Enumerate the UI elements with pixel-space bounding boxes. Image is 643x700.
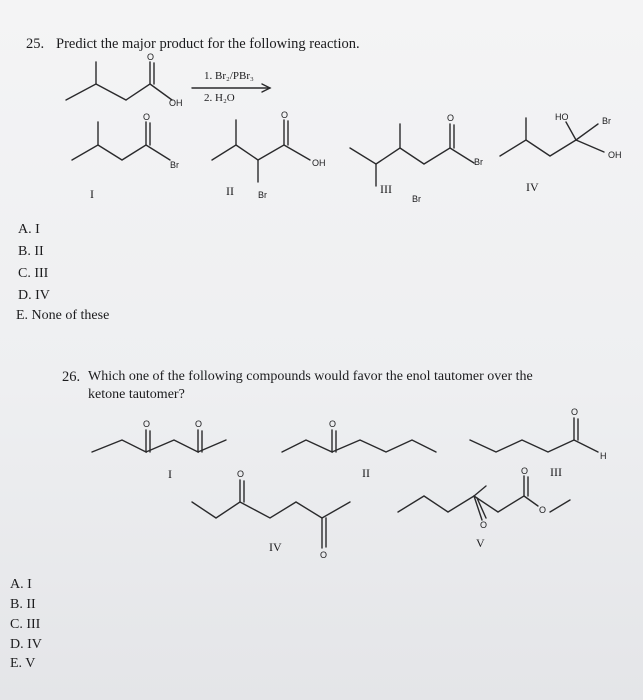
- q25-choice-c: C. III: [18, 266, 49, 281]
- q26-IV-o-a: O: [237, 469, 245, 479]
- q26-choice-d: D. IV: [10, 637, 42, 652]
- q26-III-o: O: [571, 407, 579, 417]
- product-I-br: Br: [170, 160, 179, 170]
- product-II-oh: OH: [312, 158, 326, 168]
- q25-question: Predict the major product for the following reaction.: [56, 36, 360, 52]
- q26-I-o-b: O: [195, 419, 203, 429]
- q25-number: 25.: [26, 36, 45, 52]
- q25-choice-b: B. II: [18, 244, 44, 259]
- q26-choice-b: B. II: [10, 597, 36, 612]
- q26-I-o-a: O: [143, 419, 151, 429]
- product-III-molecule: [350, 124, 474, 186]
- q26-label-IV: IV: [269, 540, 282, 554]
- q26-IV-o-b: O: [320, 550, 328, 560]
- reactant-molecule: [66, 62, 172, 100]
- product-I-molecule: [72, 122, 170, 160]
- q25-choice-d: D. IV: [18, 288, 50, 303]
- q26-question-line2: ketone tautomer?: [88, 387, 185, 402]
- q26-V-o-b: O: [539, 505, 547, 515]
- q26-compound-I: [92, 430, 226, 452]
- q26-V-o-c: O: [480, 520, 488, 530]
- product-III-br-b: Br: [412, 194, 421, 204]
- reactant-oh: OH: [169, 98, 183, 108]
- q26-choice-a: A. I: [10, 577, 32, 592]
- q26-label-I: I: [168, 467, 172, 481]
- q26-label-II: II: [362, 466, 370, 480]
- q25-label-I: I: [90, 187, 94, 201]
- q26-compound-III: [470, 418, 598, 452]
- q26-II-o: O: [329, 419, 337, 429]
- q26-question-line1: Which one of the following compounds would favor the enol tautomer over the: [88, 369, 533, 384]
- reagent-step-2: 2. H₂O: [204, 92, 235, 104]
- product-IV-molecule: [500, 118, 604, 156]
- product-IV-oh: OH: [608, 150, 622, 160]
- product-II-o: O: [281, 110, 289, 120]
- q26-label-V: V: [476, 536, 485, 550]
- q26-choice-e: E. V: [10, 656, 36, 671]
- q25-choice-e: E. None of these: [16, 308, 110, 323]
- q25-label-II: II: [226, 184, 234, 198]
- q26-number: 26.: [62, 369, 81, 385]
- product-IV-br: Br: [602, 116, 611, 126]
- q25-label-III: III: [380, 182, 392, 196]
- product-IV-ho: HO: [555, 112, 569, 122]
- q26-compound-II: [282, 430, 436, 452]
- q26-choice-c: C. III: [10, 617, 41, 632]
- product-II-br: Br: [258, 190, 267, 200]
- q26-V-o-a: O: [521, 466, 529, 476]
- reaction-arrow: [192, 84, 270, 92]
- q25-label-IV: IV: [526, 180, 539, 194]
- q26-III-h: H: [600, 451, 607, 461]
- product-I-o: O: [143, 112, 151, 122]
- product-II-molecule: [212, 120, 310, 182]
- q26-compound-IV: [192, 480, 350, 548]
- reagent-step-1: 1. Br₂/PBr₃: [204, 70, 254, 82]
- product-III-o: O: [447, 113, 455, 123]
- q25-choice-a: A. I: [18, 222, 40, 237]
- product-III-br-a: Br: [474, 157, 483, 167]
- reactant-carbonyl-o: O: [147, 52, 155, 62]
- q26-label-III: III: [550, 465, 562, 479]
